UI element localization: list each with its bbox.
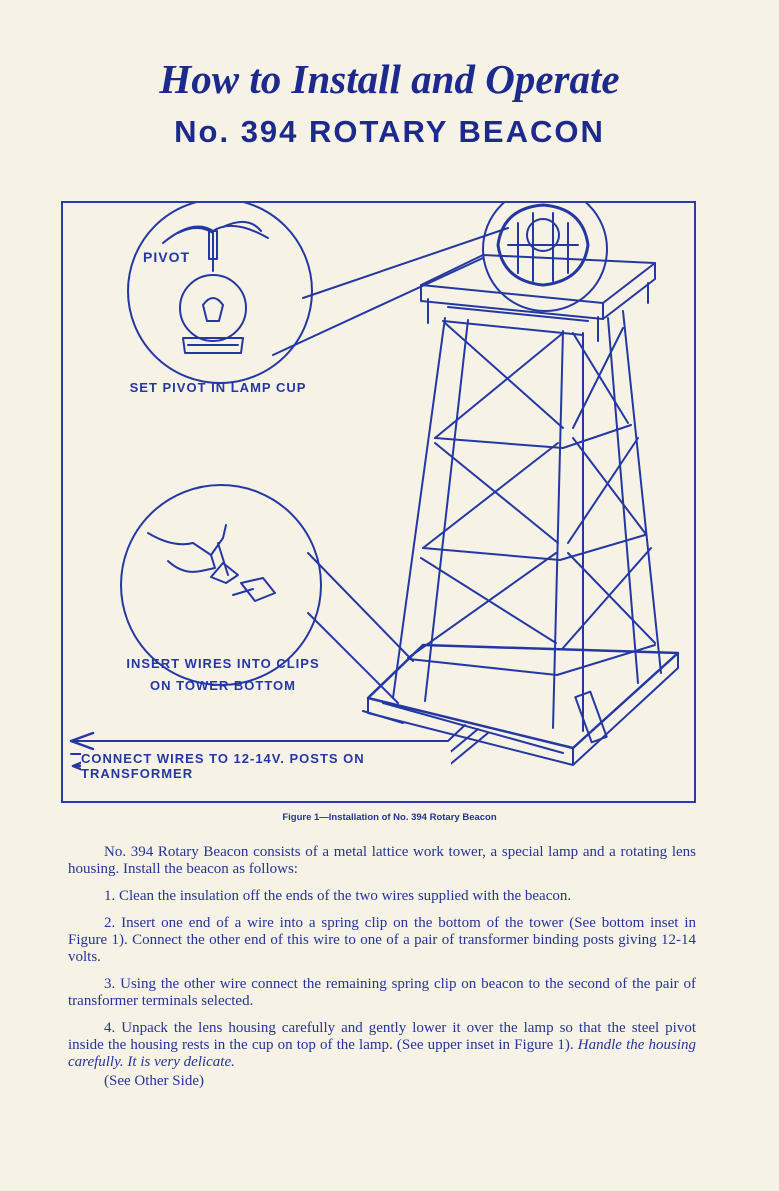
step-1: 1. Clean the insulation off the ends of the two wires supplied with the beacon.	[104, 888, 572, 904]
tower-illustration	[63, 203, 698, 805]
step-4	[68, 1020, 696, 1071]
bottom-inset-caption-line2: ON TOWER BOTTOM	[150, 678, 296, 693]
figure-caption: Figure 1—Installation of No. 394 Rotary Beacon	[282, 812, 497, 823]
step-4-warning: Handle the housing carefully. It is very delicate.	[68, 1037, 697, 1070]
bottom-inset-caption-line1: INSERT WIRES INTO CLIPS	[126, 656, 320, 671]
connect-wires-label: CONNECT WIRES TO 12-14V. POSTS ON TRANSFORMER	[81, 751, 451, 781]
intro-paragraph: No. 394 Rotary Beacon consists of a metal lattice work tower, a special lamp and a rotating lens housing. Install the beacon as follows:	[68, 844, 696, 877]
page-title: How to Install and Operate	[159, 56, 620, 102]
top-inset-circle	[128, 203, 312, 383]
step-2: 2. Insert one end of a wire into a spring clip on the bottom of the tower (See bottom inset in Figure 1). Connect the other end of this wire to one of a pair of transformer binding posts giving 12-14 volts.	[68, 915, 696, 965]
step-4-text: 4. Unpack the lens housing carefully and gently lower it over the lamp so that the steel pivot inside the housing rests in the cup on top of the lamp. (See upper inset in Figure 1).	[68, 1020, 696, 1053]
figure-1-illustration	[61, 201, 696, 803]
instructions	[68, 844, 696, 1100]
top-inset-caption: SET PIVOT IN LAMP CUP	[129, 380, 307, 395]
step-3: 3. Using the other wire connect the remaining spring clip on beacon to the second of the pair of transformer terminals selected.	[68, 976, 696, 1009]
see-other-side: (See Other Side)	[104, 1073, 204, 1089]
pivot-label: PIVOT	[143, 249, 191, 265]
page-subtitle: No. 394 ROTARY BEACON	[174, 114, 605, 149]
